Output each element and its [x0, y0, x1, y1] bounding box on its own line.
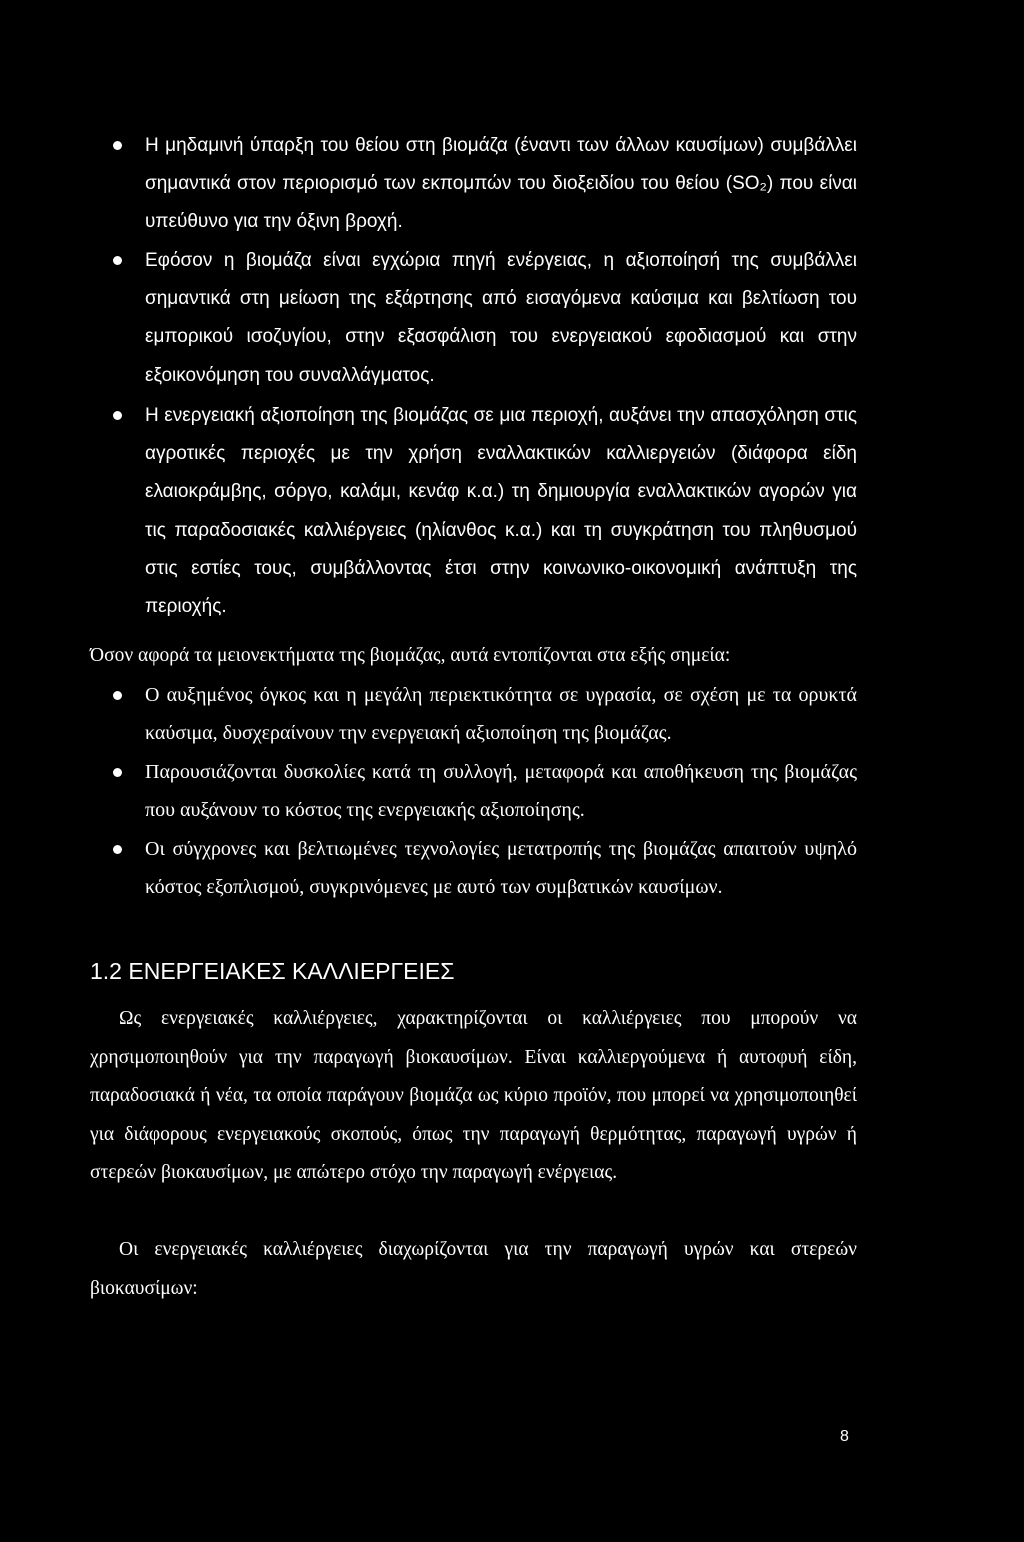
section-heading: 1.2 ΕΝΕΡΓΕΙΑΚΕΣ ΚΑΛΛΙΕΡΓΕΙΕΣ [90, 958, 455, 984]
page-number: 8 [840, 1428, 849, 1445]
body-paragraph: Ως ενεργειακές καλλιέργειες, χαρακτηρίζονται οι καλλιέργειες που μπορούν να χρησιμοποιηθούν για την παραγωγή βιοκαυσίμων. Είναι καλλιεργούμενα ή αυτοφυή είδη, παραδοσιακά ή νέα, τα οποία παράγουν βιομάζα ως κύριο προϊόν, που μπορεί να χρησιμοποιηθεί για διάφορους ενεργειακούς σκοπούς, όπως την παραγωγή θερμότητας, παραγωγή υγρών ή στερεών βιοκαυσίμων, με απώτερο στόχο την παραγωγή ενέργειας. [90, 1008, 857, 1184]
bullet-icon [113, 256, 122, 265]
disadvantages-intro: Όσον αφορά τα μειονεκτήματα της βιομάζας, αυτά εντοπίζονται στα εξής σημεία: [90, 645, 731, 666]
list-item-text: Παρουσιάζονται δυσκολίες κατά τη συλλογή, μεταφορά και αποθήκευση της βιομάζας που αυξάνουν το κόστος της ενεργειακής αξιοποίησης. [145, 761, 857, 822]
bullet-icon [113, 411, 122, 420]
body-paragraph: Οι ενεργειακές καλλιέργειες διαχωρίζονται για την παραγωγή υγρών και στερεών βιοκαυσίμων: [90, 1239, 857, 1299]
bullet-icon [113, 691, 122, 700]
list-item-text: Ο αυξημένος όγκος και η μεγάλη περιεκτικότητα σε υγρασία, σε σχέση με τα ορυκτά καύσιμα, δυσχεραίνουν την ενεργειακή αξιοποίηση της βιομάζας. [145, 684, 857, 745]
list-item-text: Η μηδαμινή ύπαρξη του θείου στη βιομάζα (έναντι των άλλων καυσίμων) συμβάλλει σημαντικά στον περιορισμό των εκπομπών του διοξειδίου του θείου (SO₂) που είναι υπεύθυνο για την όξινη βροχή. [145, 135, 857, 233]
list-item-text: Η ενεργειακή αξιοποίηση της βιομάζας σε μια περιοχή, αυξάνει την απασχόληση στις αγροτικές περιοχές με την χρήση εναλλακτικών καλλιεργειών (διάφορα είδη ελαιοκράμβης, σόργο, καλάμι, κενάφ κ.α.) τη δημιουργία εναλλακτικών αγορών για τις παραδοσιακές καλλιέργειες (ηλίανθος κ.α.) και τη συγκράτηση του πληθυσμού στις εστίες τους, συμβάλλοντας έτσι στην κοινωνικο-οικονομική ανάπτυξη της περιοχής. [145, 405, 857, 618]
bullet-icon [113, 768, 122, 777]
list-item-text: Οι σύγχρονες και βελτιωμένες τεχνολογίες μετατροπής της βιομάζας απαιτούν υψηλό κόστος εξοπλισμού, συγκρινόμενες με αυτό των συμβατικών καυσίμων. [145, 838, 857, 899]
bullet-icon [113, 845, 122, 854]
bullet-icon [113, 141, 122, 150]
list-item-text: Εφόσον η βιομάζα είναι εγχώρια πηγή ενέργειας, η αξιοποίησή της συμβάλλει σημαντικά στη μείωση της εξάρτησης από εισαγόμενα καύσιμα και βελτίωση του εμπορικού ισοζυγίου, στην εξασφάλιση του ενεργειακού εφοδιασμού και στην εξοικονόμηση του συναλλάγματος. [145, 250, 857, 386]
